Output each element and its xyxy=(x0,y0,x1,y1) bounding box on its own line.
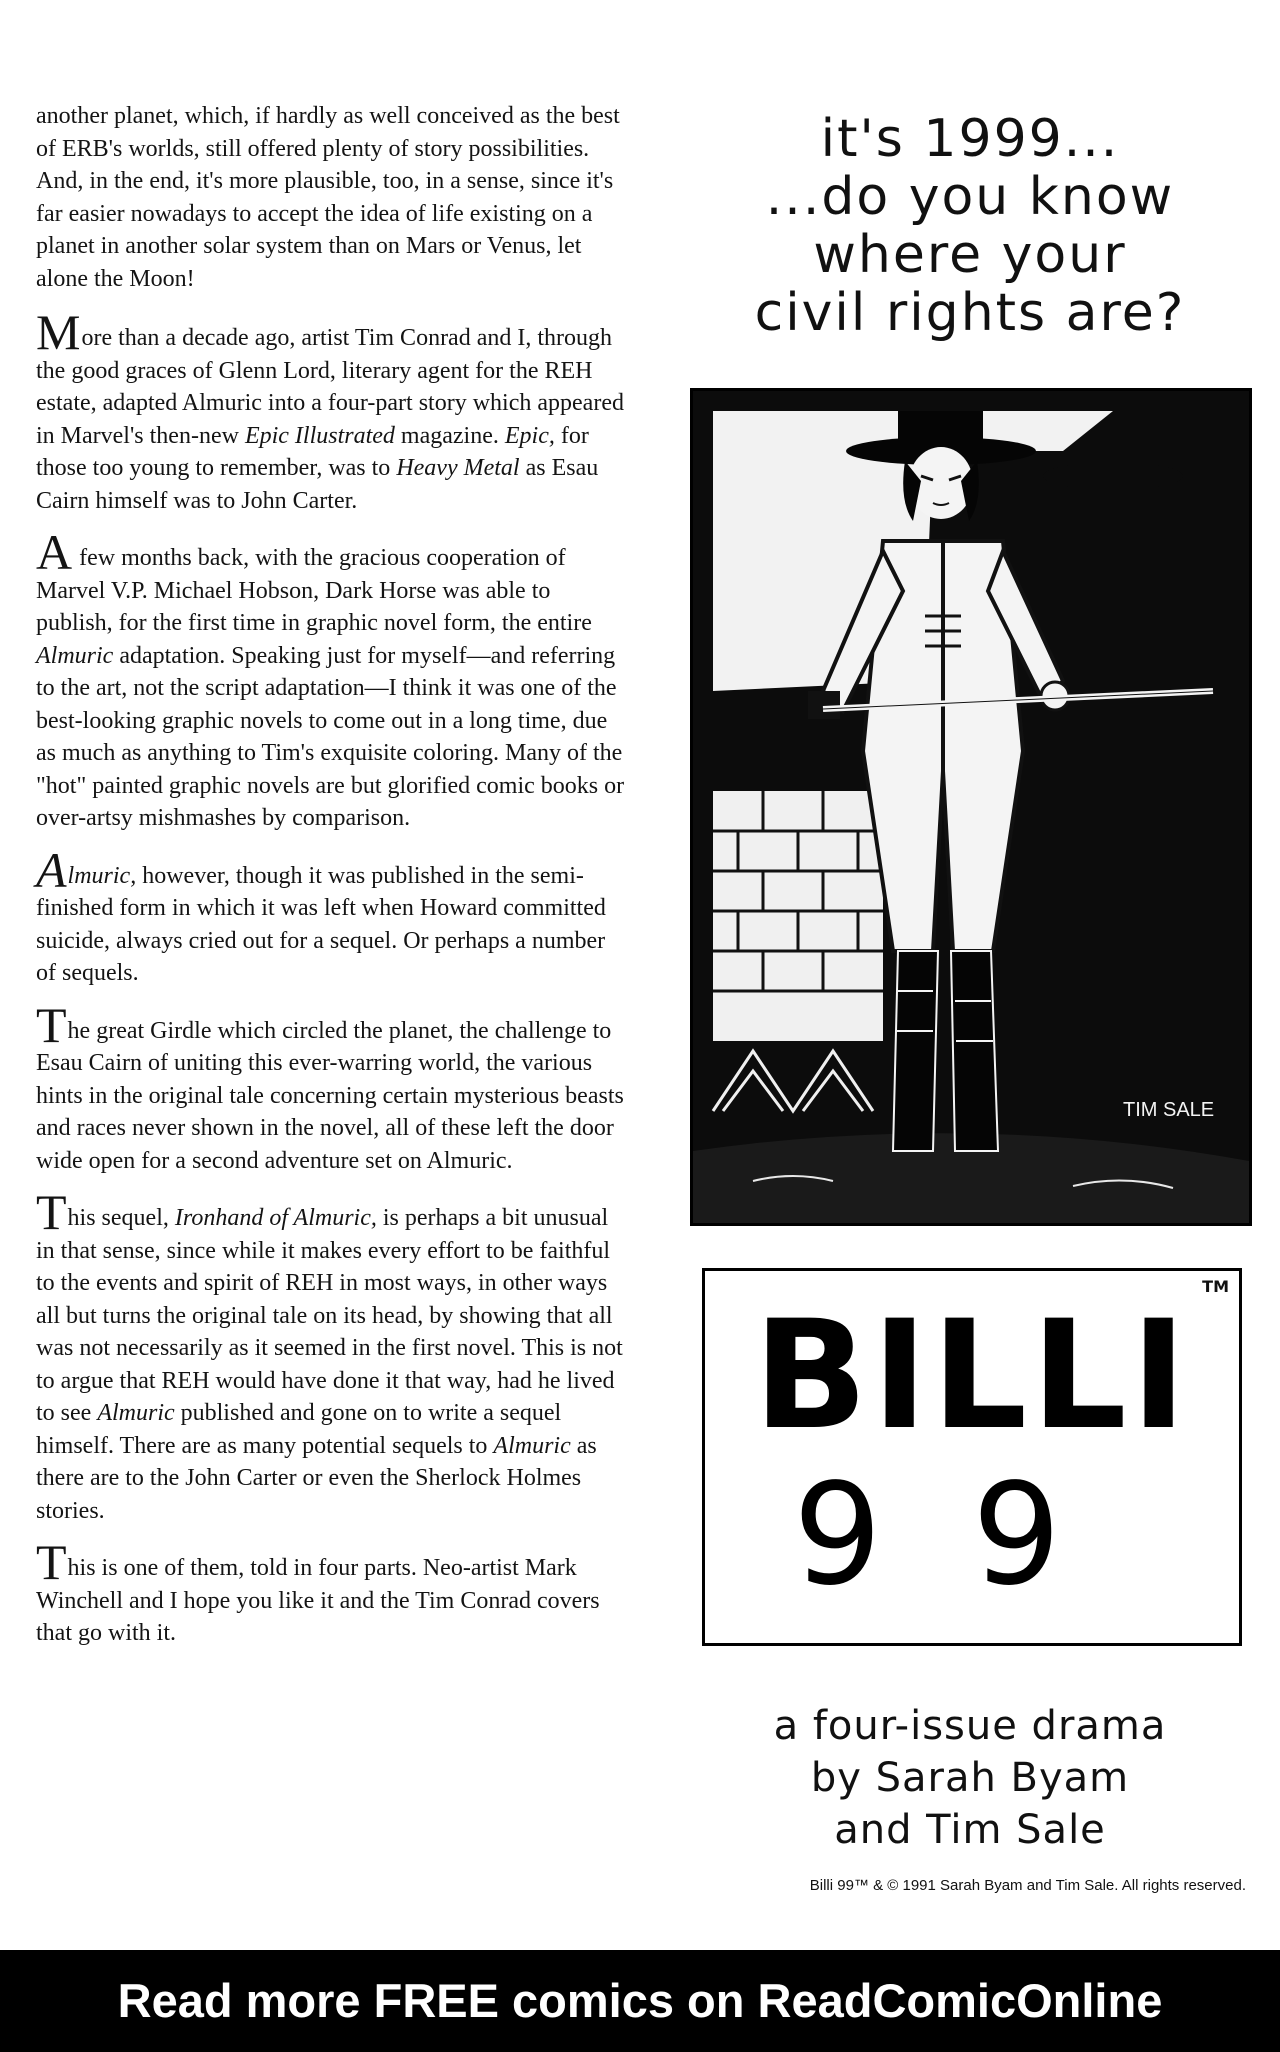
article-paragraph-7: This is one of them, told in four parts. Neo-artist Mark Winchell and I hope you like it and the Tim Conrad covers that go with it. xyxy=(36,1534,600,1646)
drop-cap: A xyxy=(36,524,73,580)
ad-headline: it's 1999... ...do you know where your civil rights are? xyxy=(754,109,1186,343)
copyright-notice: Billi 99™ & © 1991 Sarah Byam and Tim Sale. All rights reserved. xyxy=(809,1877,1246,1894)
promo-banner-text[interactable]: Read more FREE comics on ReadComicOnline xyxy=(117,1974,1163,2027)
ad-tagline: a four-issue drama by Sarah Byam and Tim Sale xyxy=(773,1703,1167,1853)
artist-signature: TIM SALE xyxy=(1123,1099,1215,1121)
trademark-mark: TM xyxy=(1202,1277,1229,1296)
article-paragraph-1: another planet, which, if hardly as well conceived as the best of ERB's worlds, still offered plenty of story possibilities. And, in the end, it's more plausible, too, in a sense, since it's far easier nowadays to accept the idea of life existing on a planet in another solar system than on Mars or Venus, let alone the Moon! xyxy=(36,103,620,292)
ad-illustration xyxy=(690,388,1252,1226)
drop-cap: M xyxy=(36,304,81,360)
article-paragraph-2: More than a decade ago, artist Tim Conrad and I, through the good graces of Glenn Lord, literary agent for the REH estate, adapted Almuric into a four-part story which appeared in Marvel's then-new Epic Illustrated magazine. Epic, for those too young to remember, was to Heavy Metal as Esau Cairn himself was to John Carter. xyxy=(36,304,624,514)
logo-number: 99 xyxy=(792,1454,1152,1617)
drop-cap: T xyxy=(36,1184,67,1240)
article-column xyxy=(36,100,626,1670)
article-paragraph-3: A few months back, with the gracious cooperation of Marvel V.P. Michael Hobson, Dark Horse was able to publish, for the first time in graphic novel form, the entire Almuric adaptation. Speaking just for myself—and referring to the art, not the script adaptation—I think it was one of the best-looking graphic novels to come out in a long time, due as much as anything to Tim's exquisite coloring. Many of the "hot" painted graphic novels are but glorified comic books or over-artsy mishmashes by comparison. xyxy=(36,524,625,831)
billi99-logo xyxy=(702,1268,1242,1646)
drop-cap: T xyxy=(36,996,67,1053)
article-paragraph-4: Almuric, however, though it was published in the semi-finished form in which it was left when Howard committed suicide, always cried out for a sequel. Or perhaps a number of sequels. xyxy=(36,841,606,986)
article-paragraph-6: This sequel, Ironhand of Almuric, is perhaps a bit unusual in that sense, since while it makes every effort to be faithful to the events and spirit of REH in most ways, in other ways all but turns the original tale on its head, by showing that all was not necessarily as it seemed in the first novel. This is not to argue that REH would have done it that way, had he lived to see Almuric published and gone on to write a sequel himself. There are as many potential sequels to Almuric as there are to the John Carter or even the Sherlock Holmes stories. xyxy=(36,1184,623,1524)
drop-cap: A xyxy=(36,841,67,898)
logo-title: BILLI xyxy=(753,1289,1191,1463)
article-paragraph-5: The great Girdle which circled the planet, the challenge to Esau Cairn of uniting this ever-warring world, the various hints in the original tale concerning certain mysterious beasts and races never shown in the novel, all of these left the door wide open for a second adventure set on Almuric. xyxy=(36,996,624,1174)
promo-banner[interactable] xyxy=(0,1950,1280,2052)
drop-cap: T xyxy=(36,1534,67,1590)
swordsman-illustration xyxy=(693,391,1249,1223)
